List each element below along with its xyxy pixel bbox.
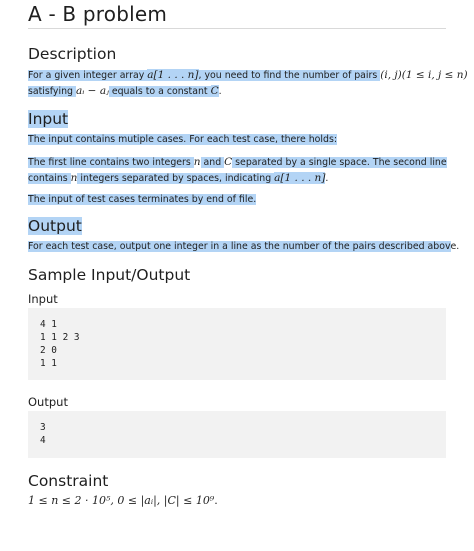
input-text: The first line contains two integers	[28, 157, 194, 168]
constraint-end: .	[214, 494, 218, 507]
description-math: aᵢ − aⱼ	[75, 85, 109, 97]
description-text: equals to a constant	[108, 86, 211, 97]
input-paragraph-2-line-2	[28, 170, 328, 187]
input-text: contains	[28, 173, 71, 184]
description-heading: Description	[28, 45, 117, 63]
input-text: The input of test cases terminates by end of file.	[28, 194, 257, 205]
sample-output-label: Output	[28, 395, 68, 409]
sample-output-block: 3 4	[28, 411, 446, 458]
input-math: a[1 . . . n]	[274, 172, 326, 184]
description-math: C	[210, 85, 219, 97]
output-text: For each test case, output one integer in a line as the number of the pairs described abov	[28, 241, 451, 252]
constraint-heading: Constraint	[28, 472, 109, 490]
input-math: n	[70, 172, 78, 184]
input-paragraph-3	[28, 192, 256, 208]
description-math: a[1 . . . n]	[147, 69, 199, 81]
description-math: (i, j)(1 ≤ i, j ≤ n)	[380, 69, 468, 81]
input-heading	[28, 109, 68, 129]
input-heading-text: Input	[28, 110, 69, 128]
description-line-2	[28, 83, 222, 100]
sample-input-block: 4 1 1 1 2 3 2 0 1 1	[28, 308, 446, 380]
input-text: .	[325, 173, 329, 184]
input-math: n	[193, 156, 201, 168]
output-heading-text: Output	[28, 217, 82, 235]
input-text: separated by a single space. The second line	[232, 157, 447, 168]
input-paragraph-2-line-1	[28, 154, 447, 171]
input-text: integers separated by spaces, indicating	[77, 173, 275, 184]
sample-heading: Sample Input/Output	[28, 266, 191, 284]
description-text: satisfying	[28, 86, 76, 97]
input-math: C	[224, 156, 233, 168]
output-heading	[28, 216, 82, 236]
problem-title: A - B problem	[28, 0, 446, 29]
input-paragraph-1	[28, 132, 337, 148]
description-text: For a given integer array	[28, 70, 148, 81]
sample-input-label: Input	[28, 292, 58, 306]
output-text: e.	[450, 241, 460, 252]
output-paragraph	[28, 239, 459, 255]
description-text: , you need to find the number of pairs	[198, 70, 381, 81]
input-text: The input contains mutiple cases. For each test case, there holds:	[28, 134, 337, 145]
constraint-line	[28, 493, 218, 509]
constraint-math: 1 ≤ n ≤ 2 · 10⁵, 0 ≤ |aᵢ|, |C| ≤ 10⁹	[28, 494, 215, 507]
description-text: .	[218, 86, 222, 97]
description-line-1	[28, 67, 468, 84]
input-text: and	[200, 157, 225, 168]
